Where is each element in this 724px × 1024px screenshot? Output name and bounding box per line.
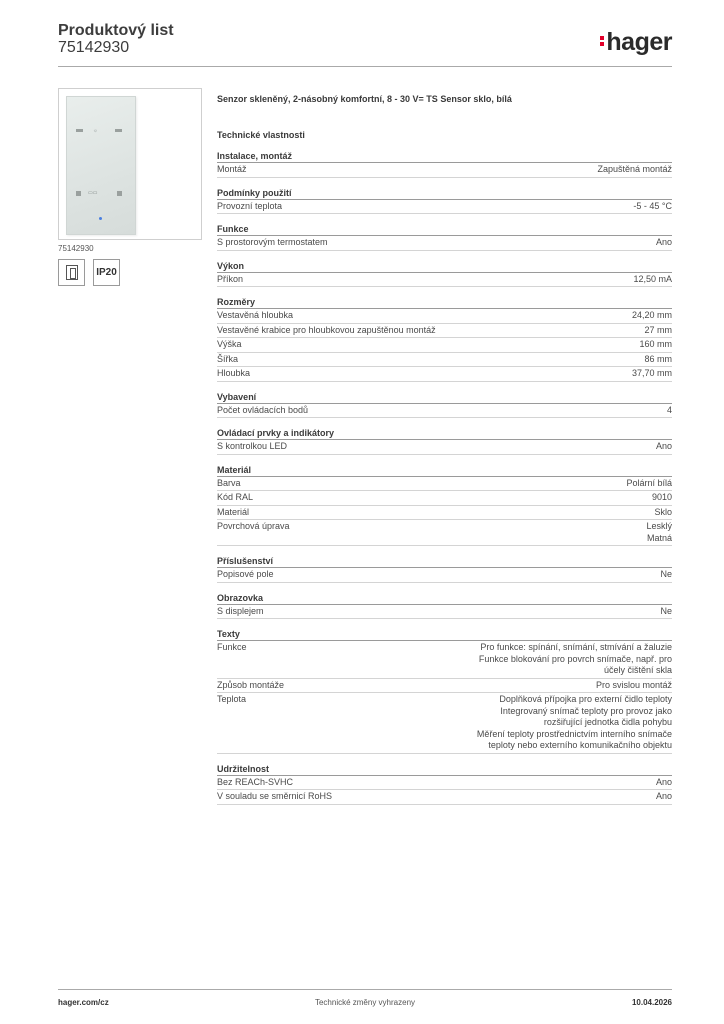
spec-label: Hloubka bbox=[217, 368, 251, 378]
spec-label: Příkon bbox=[217, 273, 244, 284]
glass-sensor-picture: ☼ ▭▭ bbox=[66, 96, 136, 235]
spec-value: Doplňková přípojka pro externí čidlo teploty Integrovaný snímač teploty pro provoz jako rozšiřující jednotka čidla pohybu Měření teploty prostřednictvím interního snímače teploty nebo externího komunikačního objektu bbox=[476, 694, 672, 750]
spec-value: Ano bbox=[655, 776, 672, 787]
footer-note: Technické změny vyhrazeny bbox=[314, 998, 416, 1007]
spec-section bbox=[217, 391, 672, 419]
spec-row bbox=[217, 693, 672, 754]
header-divider bbox=[58, 66, 672, 67]
spec-row bbox=[217, 163, 672, 178]
spec-row bbox=[217, 236, 672, 251]
spec-value: Lesklý Matná bbox=[646, 521, 672, 543]
spec-label: S prostorovým termostatem bbox=[217, 237, 328, 247]
spec-label: Vestavěná hloubka bbox=[217, 310, 294, 320]
spec-row bbox=[217, 506, 672, 521]
section-title: Příslušenství bbox=[217, 555, 672, 568]
image-caption: 75142930 bbox=[58, 244, 94, 253]
document-number: 75142930 bbox=[58, 39, 130, 56]
spec-section bbox=[217, 150, 672, 178]
section-title: Funkce bbox=[217, 223, 672, 236]
spec-section bbox=[217, 223, 672, 251]
spec-row bbox=[217, 200, 672, 215]
spec-row bbox=[217, 790, 672, 805]
spec-row bbox=[217, 568, 672, 583]
spec-section bbox=[217, 187, 672, 215]
spec-label: Popisové pole bbox=[217, 569, 274, 579]
spec-value: 24,20 mm bbox=[631, 310, 672, 320]
section-title: Texty bbox=[217, 628, 672, 641]
spec-value: Ano bbox=[655, 441, 672, 451]
spec-section bbox=[217, 296, 672, 382]
product-title: Senzor skleněný, 2-násobný komfortní, 8 - 30 V= TS Sensor sklo, bílá bbox=[217, 94, 512, 104]
ip-rating-badge: IP20 bbox=[93, 259, 120, 286]
product-image bbox=[58, 88, 202, 240]
spec-row bbox=[217, 404, 672, 419]
spec-sections bbox=[217, 150, 672, 805]
spec-row bbox=[217, 338, 672, 353]
section-title: Obrazovka bbox=[217, 592, 672, 605]
footer-date: 10.04.2026 bbox=[631, 998, 672, 1007]
spec-value: Polární bílá bbox=[626, 477, 672, 488]
spec-row bbox=[217, 324, 672, 339]
spec-label: Materiál bbox=[217, 506, 250, 517]
spec-value: 4 bbox=[666, 404, 672, 415]
section-title: Ovládací prvky a indikátory bbox=[217, 427, 672, 440]
spec-row bbox=[217, 605, 672, 620]
spec-label: Šířka bbox=[217, 353, 239, 364]
logo-dots-icon bbox=[600, 34, 604, 48]
spec-value: 12,50 mA bbox=[633, 273, 672, 284]
spec-label: Způsob montáže bbox=[217, 679, 285, 690]
spec-row bbox=[217, 309, 672, 324]
spec-label: Funkce bbox=[217, 642, 247, 652]
led-indicator-icon bbox=[99, 217, 102, 220]
spec-row bbox=[217, 776, 672, 791]
spec-value: Ano bbox=[655, 237, 672, 247]
spec-label: Bez REACh-SVHC bbox=[217, 776, 294, 787]
spec-value: 37,70 mm bbox=[631, 368, 672, 378]
spec-value: Ne bbox=[660, 569, 672, 579]
section-title: Instalace, montáž bbox=[217, 150, 672, 163]
spec-label: Barva bbox=[217, 477, 241, 488]
spec-label: Počet ovládacích bodů bbox=[217, 404, 309, 415]
spec-label: V souladu se směrnicí RoHS bbox=[217, 791, 333, 801]
hager-logo bbox=[600, 28, 672, 57]
section-title: Vybavení bbox=[217, 391, 672, 404]
spec-row bbox=[217, 367, 672, 382]
section-title: Rozměry bbox=[217, 296, 672, 309]
spec-value: -5 - 45 °C bbox=[633, 200, 672, 211]
document-title: Produktový list bbox=[58, 22, 174, 39]
badge-row bbox=[58, 259, 204, 286]
spec-section bbox=[217, 555, 672, 583]
spec-section bbox=[217, 592, 672, 620]
product-details bbox=[217, 94, 672, 814]
spec-label: Montáž bbox=[217, 164, 247, 174]
logo-text: hager bbox=[606, 28, 672, 56]
spec-value: Zapuštěná montáž bbox=[597, 164, 672, 174]
spec-section bbox=[217, 628, 672, 754]
spec-label: Provozní teplota bbox=[217, 200, 283, 211]
footer-divider bbox=[58, 989, 672, 990]
spec-section bbox=[217, 464, 672, 547]
spec-row bbox=[217, 491, 672, 506]
spec-label: Teplota bbox=[217, 694, 247, 704]
flush-mount-badge bbox=[58, 259, 85, 286]
spec-label: Výška bbox=[217, 339, 242, 349]
spec-section bbox=[217, 763, 672, 805]
product-sidebar bbox=[58, 88, 204, 286]
spec-value: 27 mm bbox=[644, 324, 672, 335]
flush-mount-icon bbox=[66, 265, 78, 280]
section-title: Udržitelnost bbox=[217, 763, 672, 776]
spec-row bbox=[217, 520, 672, 546]
spec-value: Pro funkce: spínání, snímání, stmívání a žaluzie Funkce blokování pro povrch snímače, např. pro účely čištění skla bbox=[478, 642, 672, 675]
tech-heading: Technické vlastnosti bbox=[217, 130, 305, 140]
section-title: Podmínky použití bbox=[217, 187, 672, 200]
section-title: Výkon bbox=[217, 260, 672, 273]
spec-value: Sklo bbox=[654, 506, 672, 517]
spec-label: S kontrolkou LED bbox=[217, 441, 288, 451]
spec-label: Povrchová úprava bbox=[217, 521, 290, 531]
spec-value: 86 mm bbox=[644, 353, 672, 364]
spec-row bbox=[217, 641, 672, 679]
spec-label: Vestavěné krabice pro hloubkovou zapuštěnou montáž bbox=[217, 324, 436, 335]
spec-section bbox=[217, 260, 672, 288]
spec-value: Pro svislou montáž bbox=[595, 679, 672, 690]
spec-row bbox=[217, 353, 672, 368]
footer-website: hager.com/cz bbox=[58, 998, 109, 1007]
spec-value: 9010 bbox=[651, 492, 672, 502]
spec-row bbox=[217, 477, 672, 492]
spec-label: S displejem bbox=[217, 605, 264, 616]
spec-row bbox=[217, 679, 672, 694]
document-header bbox=[58, 22, 174, 57]
spec-row bbox=[217, 440, 672, 455]
spec-label: Kód RAL bbox=[217, 492, 254, 502]
spec-value: 160 mm bbox=[639, 339, 672, 349]
spec-value: Ne bbox=[660, 605, 672, 616]
spec-section bbox=[217, 427, 672, 455]
spec-value: Ano bbox=[655, 791, 672, 801]
spec-row bbox=[217, 273, 672, 288]
section-title: Materiál bbox=[217, 464, 672, 477]
